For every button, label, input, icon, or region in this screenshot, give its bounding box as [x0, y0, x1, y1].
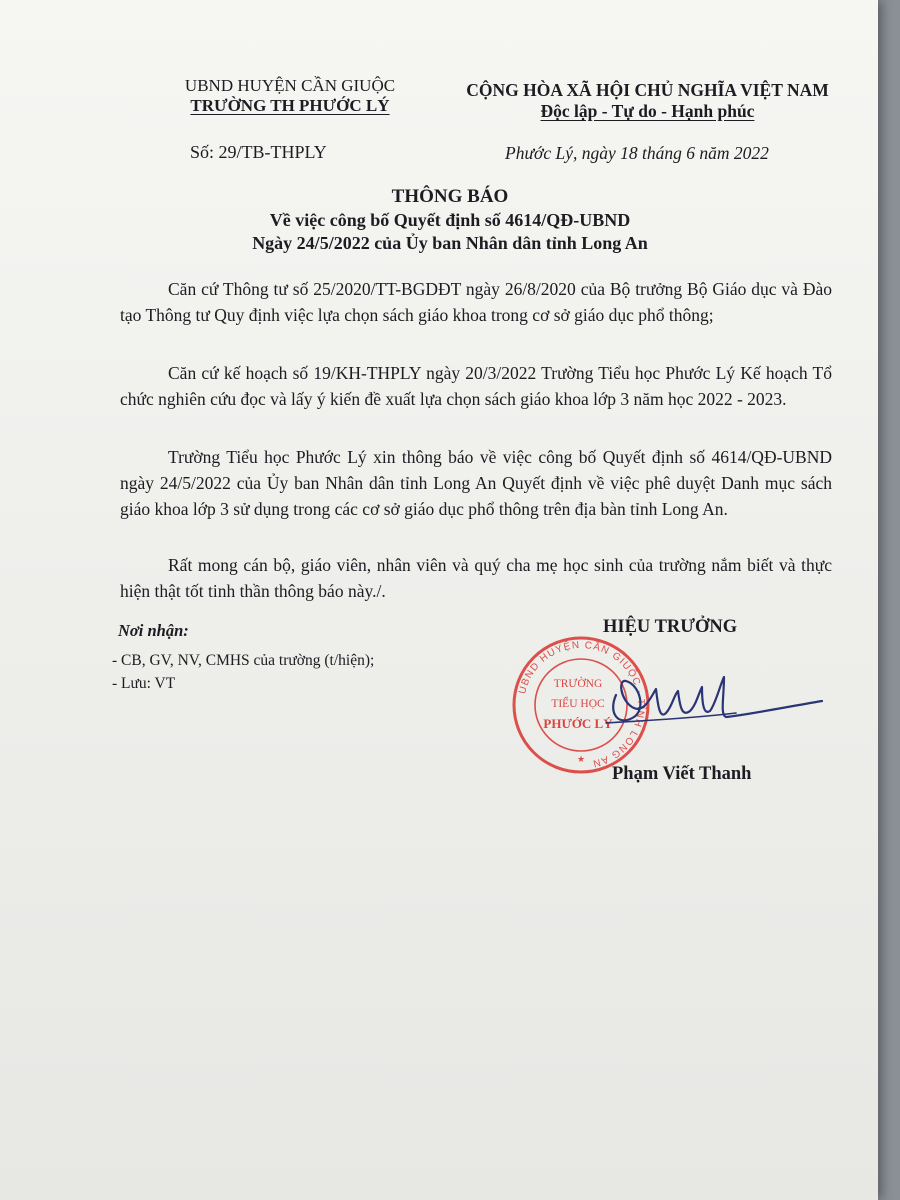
title-subject-line2: Ngày 24/5/2022 của Ủy ban Nhân dân tỉnh Long An [252, 233, 648, 253]
recipients-label: Nơi nhận: [118, 621, 189, 640]
national-title: CỘNG HÒA XÃ HỘI CHỦ NGHĨA VIỆT NAM [466, 80, 829, 100]
school-name: TRƯỜNG TH PHƯỚC LÝ [190, 96, 390, 115]
recipient-item: - Lưu: VT [112, 675, 176, 692]
title-subject-line1: Về việc công bố Quyết định số 4614/QĐ-UBND [269, 210, 631, 230]
paragraph-announcement: Trường Tiểu học Phước Lý xin thông báo về việc công bố Quyết định số 4614/QĐ-UBND ngày 24/5/2022 của Ủy ban Nhân dân tỉnh Long An Quyết định về việc phê duyệt Danh mục sách giáo khoa lớp 3 sử dụng trong các cơ sở giáo dục phổ thông trên địa bàn tỉnh Long An. [120, 447, 832, 519]
recipient-item: - CB, GV, NV, CMHS của trường (t/hiện); [112, 652, 375, 669]
handwritten-signature [596, 655, 826, 750]
stamp-text-line3: PHƯỚC LÝ [543, 716, 613, 731]
document-title: THÔNG BÁO [391, 186, 509, 207]
national-motto: Độc lập - Tự do - Hạnh phúc [540, 101, 755, 121]
stamp-outer-text: UBND HUYỆN CẦN GIUỘC · TỈNH LONG AN [517, 639, 647, 769]
stamp-text-line1: TRƯỜNG [553, 678, 603, 690]
place-date: Phước Lý, ngày 18 tháng 6 năm 2022 [505, 143, 769, 163]
paragraph-legal-basis-1: Căn cứ Thông tư số 25/2020/TT-BGDĐT ngày 26/8/2020 của Bộ trưởng Bộ Giáo dục và Đào tạo Thông tư Quy định việc lựa chọn sách giáo khoa trong cơ sở giáo dục phổ thông; [120, 279, 832, 325]
stamp-text-line2: TIỂU HỌC [551, 698, 605, 710]
issuing-agency: UBND HUYỆN CẦN GIUỘC [184, 76, 396, 95]
signer-name: Phạm Viết Thanh [612, 764, 752, 784]
signer-position: HIỆU TRƯỞNG [603, 617, 738, 637]
stamp-star-icon: ★ [576, 755, 586, 765]
paragraph-closing: Rất mong cán bộ, giáo viên, nhân viên và quý cha mẹ học sinh của trường nắm biết và thực hiện thật tốt tinh thần thông báo này./. [120, 555, 832, 601]
document-number: Số: 29/TB-THPLY [190, 142, 327, 162]
paragraph-legal-basis-2: Căn cứ kế hoạch số 19/KH-THPLY ngày 20/3/2022 Trường Tiểu học Phước Lý Kế hoạch Tổ chức nghiên cứu đọc và lấy ý kiến đề xuất lựa chọn sách giáo khoa lớp 3 năm học 2022 - 2023. [120, 363, 832, 409]
